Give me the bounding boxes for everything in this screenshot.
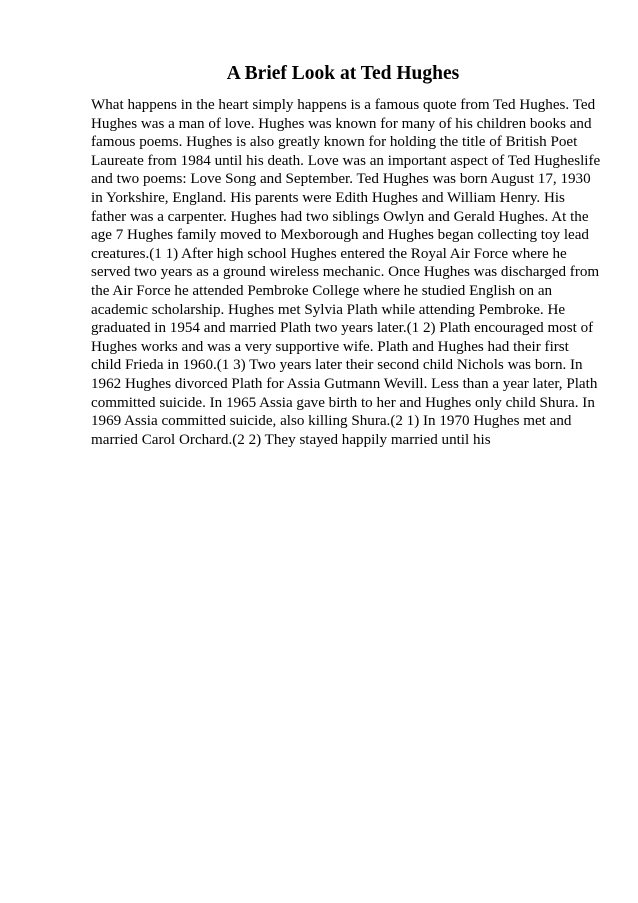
text-line: 1969 Assia committed suicide, also killing Shura.(2 1) In 1970 Hughes met and: [91, 413, 572, 430]
text-line: and two poems: Love Song and September. Ted Hughes was born August 17, 1930: [91, 171, 591, 188]
text-line: Hughes works and was a very supportive wife. Plath and Hughes had their first: [91, 338, 569, 355]
body-paragraph: [91, 96, 601, 449]
text-line: the Air Force he attended Pembroke College where he studied English on an: [91, 282, 553, 299]
text-line: Hughes was a man of love. Hughes was known for many of his children books and: [91, 115, 592, 132]
text-line: married Carol Orchard.(2 2) They stayed happily married until his: [91, 431, 491, 448]
text-line: famous poems. Hughes is also greatly known for holding the title of British Poet: [91, 134, 578, 151]
text-line: age 7 Hughes family moved to Mexborough and Hughes began collecting toy lead: [91, 227, 589, 244]
text-line: creatures.(1 1) After high school Hughes entered the Royal Air Force where he: [91, 245, 567, 262]
text-line: graduated in 1954 and married Plath two years later.(1 2) Plath encouraged most of: [91, 320, 594, 337]
text-line: Laureate from 1984 until his death. Love was an important aspect of Ted Hugheslife: [91, 152, 601, 169]
text-line: served two years as a ground wireless mechanic. Once Hughes was discharged from: [91, 264, 600, 281]
text-line: in Yorkshire, England. His parents were Edith Hughes and William Henry. His: [91, 189, 565, 206]
text-line: What happens in the heart simply happens is a famous quote from Ted Hughes. Ted: [91, 97, 596, 113]
text-line: child Frieda in 1960.(1 3) Two years later their second child Nichols was born. In: [91, 357, 583, 374]
text-line: committed suicide. In 1965 Assia gave birth to her and Hughes only child Shura. In: [91, 394, 595, 411]
text-line: academic scholarship. Hughes met Sylvia Plath while attending Pembroke. He: [91, 301, 566, 318]
text-line: father was a carpenter. Hughes had two siblings Owlyn and Gerald Hughes. At the: [91, 208, 589, 225]
page-title: A Brief Look at Ted Hughes: [226, 63, 460, 84]
text-line: 1962 Hughes divorced Plath for Assia Gutmann Wevill. Less than a year later, Plath: [91, 375, 598, 392]
